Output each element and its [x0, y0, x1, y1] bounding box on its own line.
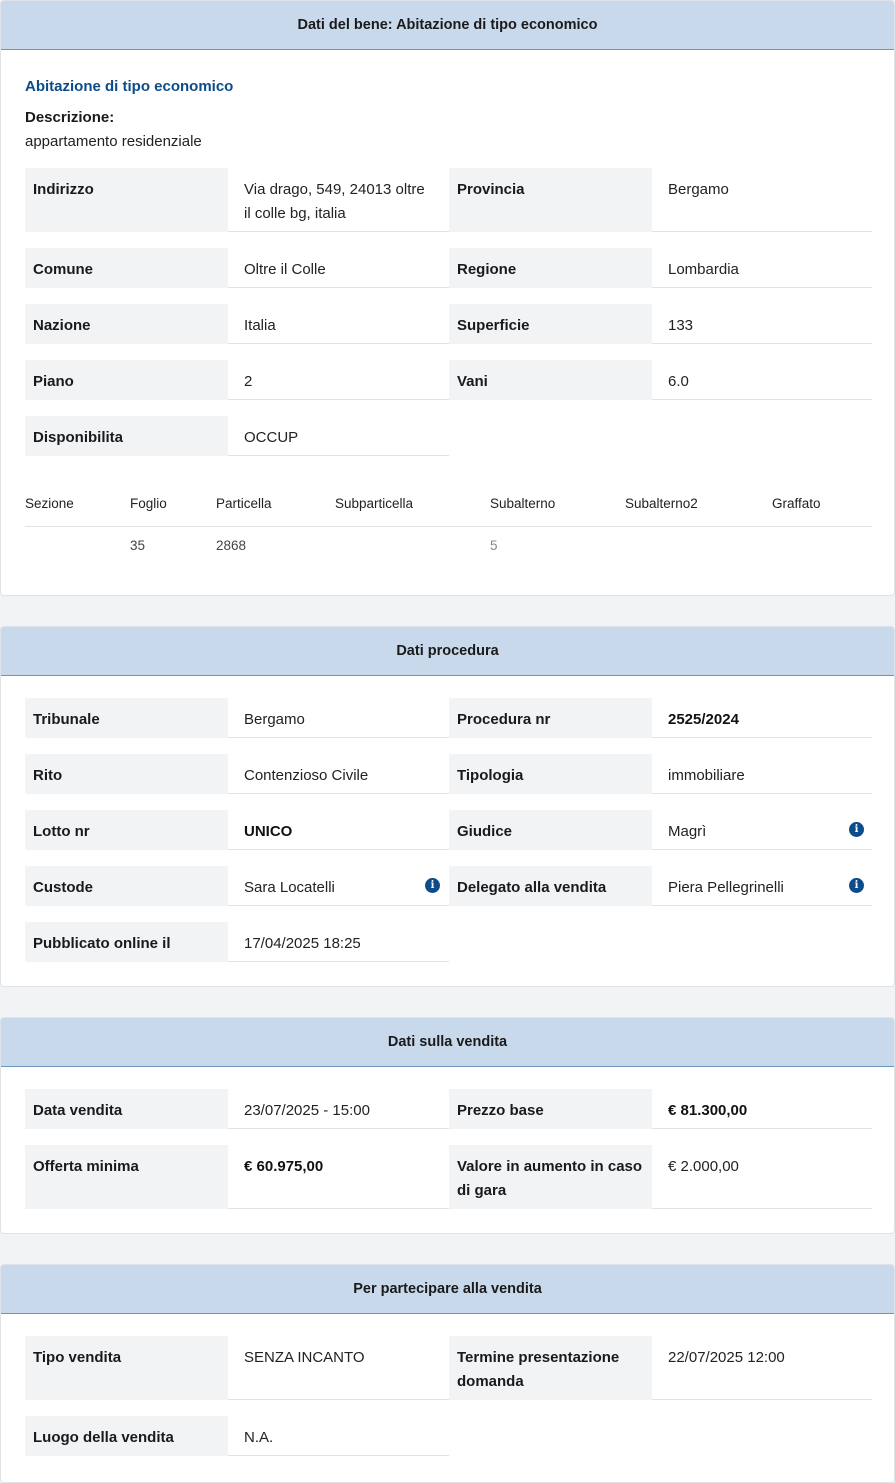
nazione-value: Italia [228, 304, 449, 344]
comune-value: Oltre il Colle [228, 248, 449, 288]
rito-value: Contenzioso Civile [228, 754, 449, 794]
delegato-value: Piera Pellegrinelli [668, 879, 784, 896]
card-header-dati-vendita: Dati sulla vendita [1, 1018, 894, 1067]
valore-aumento-value: € 2.000,00 [652, 1145, 872, 1209]
prezzo-base-label: Prezzo base [449, 1089, 652, 1129]
prezzo-base-value: € 81.300,00 [652, 1089, 872, 1129]
termine-value: 22/07/2025 12:00 [652, 1336, 872, 1400]
card-header-dati-bene: Dati del bene: Abitazione di tipo economico [1, 1, 894, 50]
valore-aumento-label: Valore in aumento in caso di gara [449, 1145, 652, 1209]
catasto-header-subparticella: Subparticella [335, 496, 414, 511]
giudice-value: Magrì [668, 823, 707, 840]
superficie-value: 133 [652, 304, 872, 344]
disponibilita-label: Disponibilita [25, 416, 228, 456]
catasto-cell-subalterno: 5 [490, 538, 498, 553]
disponibilita-value: OCCUP [228, 416, 449, 456]
catasto-cell-foglio: 35 [130, 538, 146, 553]
tipo-vendita-label: Tipo vendita [25, 1336, 228, 1400]
comune-label: Comune [25, 248, 228, 288]
vani-value: 6.0 [652, 360, 872, 400]
catasto-header-subalterno2: Subalterno2 [625, 496, 698, 511]
giudice-label: Giudice [449, 810, 652, 850]
catasto-header-subalterno: Subalterno [490, 496, 556, 511]
catasto-header-particella: Particella [216, 496, 272, 511]
card-partecipare [0, 1264, 895, 1483]
card-dati-bene [0, 0, 895, 596]
indirizzo-value: Via drago, 549, 24013 oltre il colle bg, italia [228, 168, 449, 232]
custode-value: Sara Locatelli [244, 879, 335, 896]
tribunale-label: Tribunale [25, 698, 228, 738]
pubblicato-value: 17/04/2025 18:25 [228, 922, 449, 962]
giudice-cell [652, 810, 872, 850]
termine-label: Termine presentazione domanda [449, 1336, 652, 1400]
data-vendita-label: Data vendita [25, 1089, 228, 1129]
info-icon[interactable]: i [425, 878, 440, 893]
custode-cell [228, 866, 449, 906]
offerta-minima-value: € 60.975,00 [228, 1145, 449, 1209]
regione-label: Regione [449, 248, 652, 288]
catasto-header-foglio: Foglio [130, 496, 167, 511]
indirizzo-label: Indirizzo [25, 168, 228, 232]
bene-title: Abitazione di tipo economico [25, 78, 234, 95]
data-vendita-value: 23/07/2025 - 15:00 [228, 1089, 449, 1129]
delegato-cell [652, 866, 872, 906]
nazione-label: Nazione [25, 304, 228, 344]
luogo-label: Luogo della vendita [25, 1416, 228, 1456]
info-icon[interactable]: i [849, 822, 864, 837]
custode-label: Custode [25, 866, 228, 906]
provincia-label: Provincia [449, 168, 652, 232]
regione-value: Lombardia [652, 248, 872, 288]
vani-label: Vani [449, 360, 652, 400]
card-dati-vendita [0, 1017, 895, 1234]
superficie-label: Superficie [449, 304, 652, 344]
catasto-cell-particella: 2868 [216, 538, 247, 553]
tribunale-value: Bergamo [228, 698, 449, 738]
catasto-header-graffato: Graffato [772, 496, 821, 511]
info-icon[interactable]: i [849, 878, 864, 893]
lotto-value: UNICO [228, 810, 449, 850]
card-header-partecipare: Per partecipare alla vendita [1, 1265, 894, 1314]
offerta-minima-label: Offerta minima [25, 1145, 228, 1209]
catasto-header-sezione: Sezione [25, 496, 74, 511]
rito-label: Rito [25, 754, 228, 794]
delegato-label: Delegato alla vendita [449, 866, 652, 906]
descrizione-label: Descrizione: [25, 109, 115, 126]
card-dati-procedura [0, 626, 895, 987]
descrizione-value: appartamento residenziale [25, 133, 202, 150]
lotto-label: Lotto nr [25, 810, 228, 850]
pubblicato-label: Pubblicato online il [25, 922, 228, 962]
procedura-nr-label: Procedura nr [449, 698, 652, 738]
provincia-value: Bergamo [652, 168, 872, 232]
piano-value: 2 [228, 360, 449, 400]
card-header-dati-procedura: Dati procedura [1, 627, 894, 676]
tipologia-value: immobiliare [652, 754, 872, 794]
procedura-nr-value: 2525/2024 [652, 698, 872, 738]
catasto-divider [25, 526, 872, 527]
luogo-value: N.A. [228, 1416, 449, 1456]
tipo-vendita-value: SENZA INCANTO [228, 1336, 449, 1400]
piano-label: Piano [25, 360, 228, 400]
tipologia-label: Tipologia [449, 754, 652, 794]
